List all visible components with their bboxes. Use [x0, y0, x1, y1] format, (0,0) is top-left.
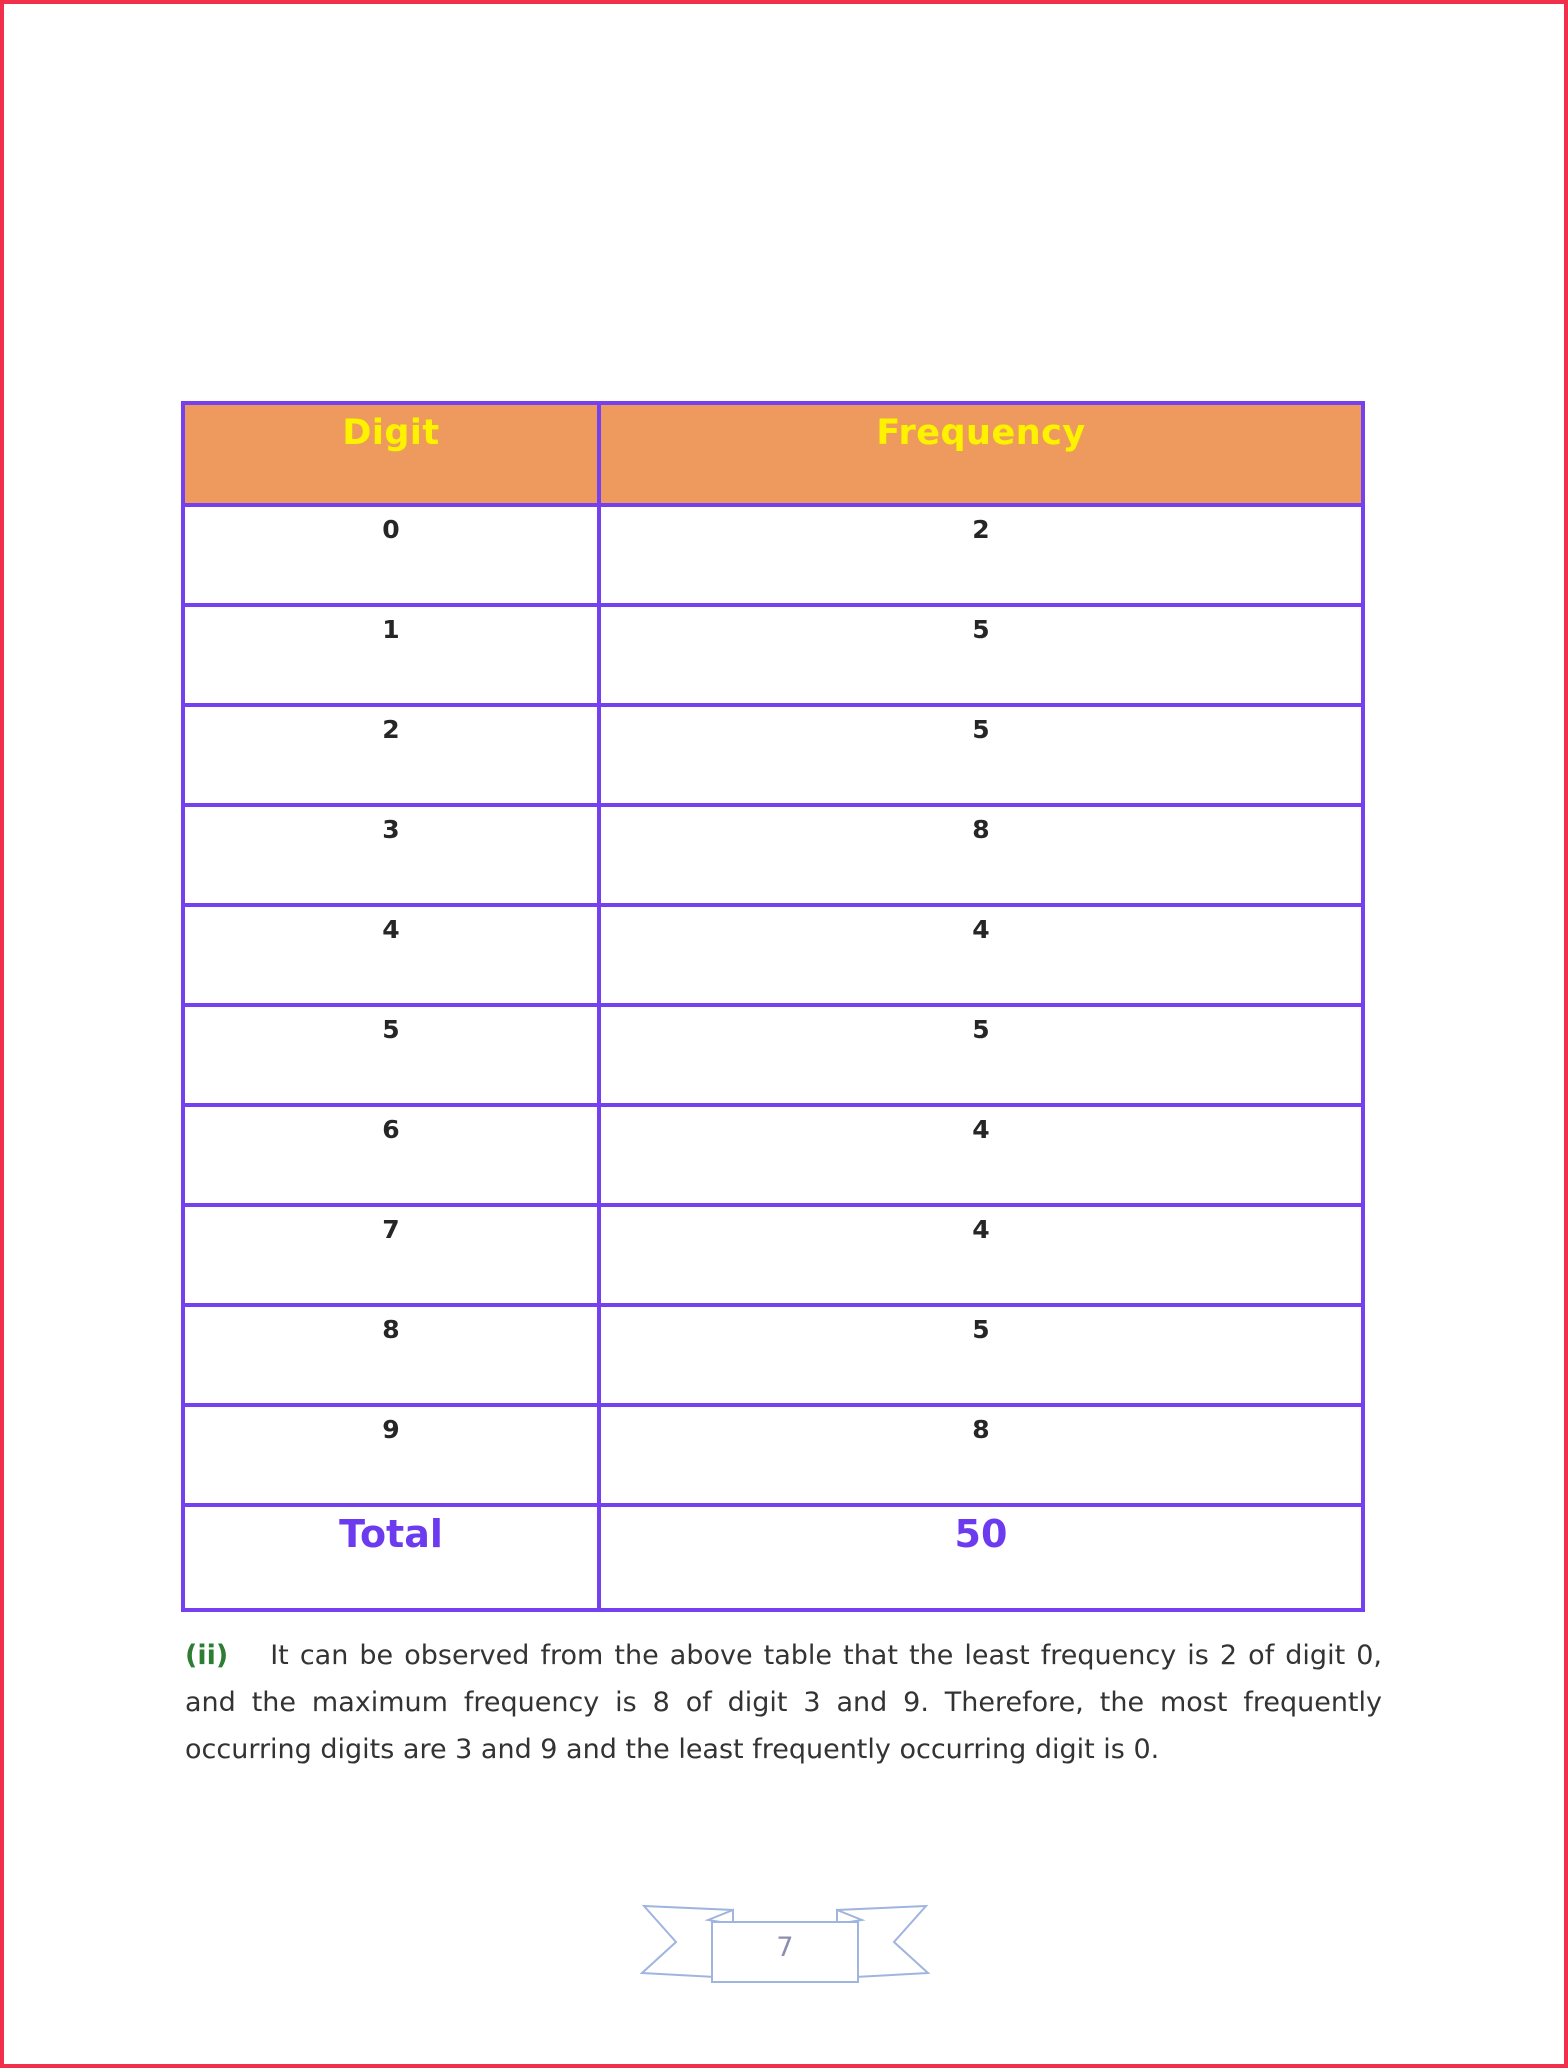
frequency-cell: 8	[599, 805, 1363, 905]
total-label: Total	[183, 1505, 599, 1610]
table-row	[183, 705, 1363, 805]
explanation-paragraph	[185, 1632, 1382, 1773]
total-value: 50	[599, 1505, 1363, 1610]
frequency-cell: 5	[599, 1305, 1363, 1405]
table-row	[183, 1105, 1363, 1205]
table-header-row	[183, 403, 1363, 505]
table-row	[183, 505, 1363, 605]
digit-cell: 1	[183, 605, 599, 705]
frequency-table	[181, 401, 1365, 1612]
digit-cell: 8	[183, 1305, 599, 1405]
table-row	[183, 1405, 1363, 1505]
digit-cell: 7	[183, 1205, 599, 1305]
total-row	[183, 1505, 1363, 1610]
frequency-cell: 5	[599, 705, 1363, 805]
frequency-cell: 4	[599, 1105, 1363, 1205]
column-header-digit: Digit	[183, 403, 599, 505]
digit-cell: 9	[183, 1405, 599, 1505]
table-row	[183, 1005, 1363, 1105]
table-row	[183, 905, 1363, 1005]
page-number: 7	[776, 1932, 794, 1963]
frequency-cell: 4	[599, 1205, 1363, 1305]
digit-cell: 4	[183, 905, 599, 1005]
frequency-cell: 5	[599, 605, 1363, 705]
part-label: (ii)	[185, 1640, 229, 1671]
frequency-cell: 2	[599, 505, 1363, 605]
digit-cell: 0	[183, 505, 599, 605]
digit-cell: 5	[183, 1005, 599, 1105]
column-header-frequency: Frequency	[599, 403, 1363, 505]
table-row	[183, 1305, 1363, 1405]
digit-cell: 6	[183, 1105, 599, 1205]
digit-cell: 3	[183, 805, 599, 905]
frequency-cell: 5	[599, 1005, 1363, 1105]
table-row	[183, 1205, 1363, 1305]
frequency-cell: 8	[599, 1405, 1363, 1505]
table-row	[183, 605, 1363, 705]
digit-cell: 2	[183, 705, 599, 805]
page-number-ribbon	[638, 1900, 932, 1985]
frequency-cell: 4	[599, 905, 1363, 1005]
table-row	[183, 805, 1363, 905]
explanation-text: It can be observed from the above table that the least frequency is 2 of digit 0, and the maximum frequency is 8 of digit 3 and 9. Therefore, the most frequently occurring digits are 3 and 9 and the least frequently occurring digit is 0.	[185, 1640, 1382, 1765]
